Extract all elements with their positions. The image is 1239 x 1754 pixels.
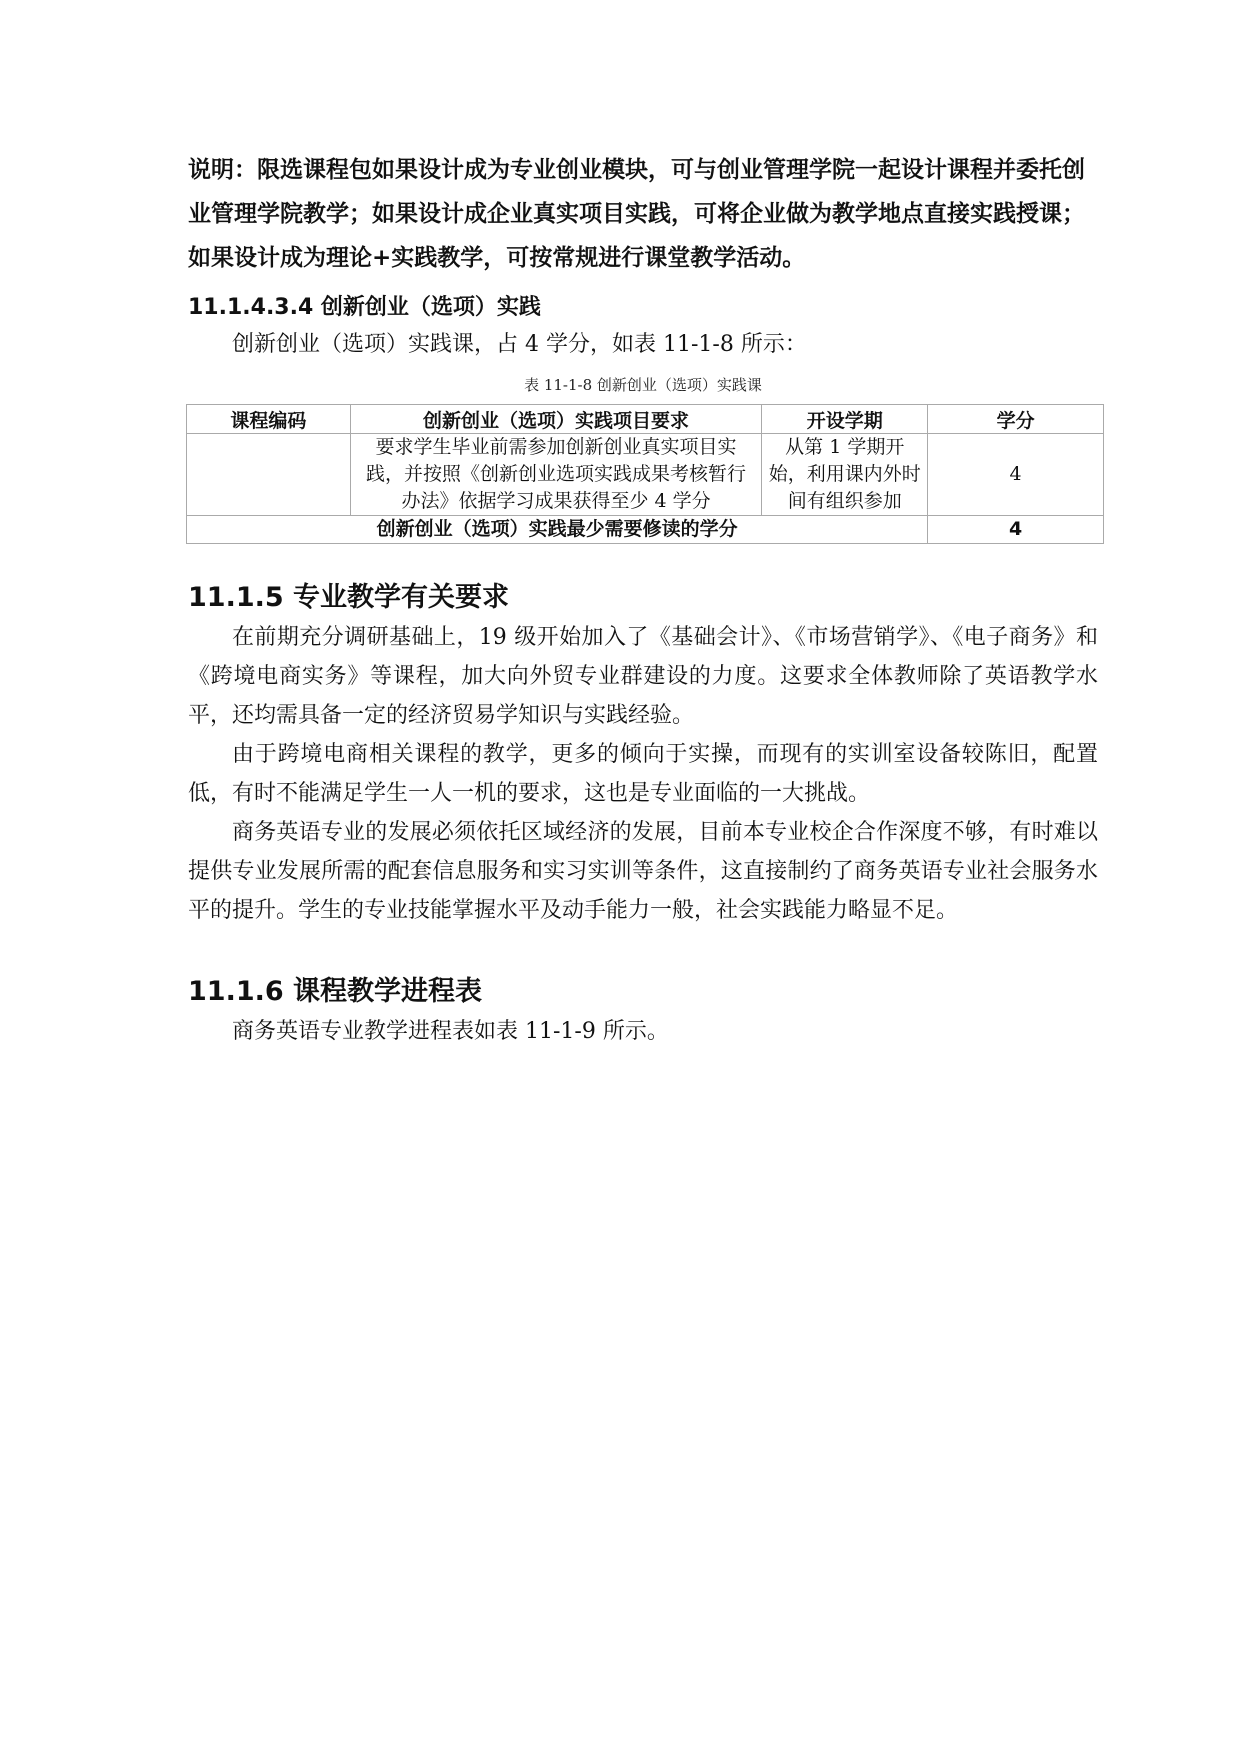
table-header-row	[187, 405, 1104, 434]
summary-label: 创新创业（选项）实践最少需要修读的学分	[187, 516, 928, 544]
header-credit: 学分	[928, 405, 1104, 434]
header-requirement: 创新创业（选项）实践项目要求	[350, 405, 762, 434]
header-course-code: 课程编码	[187, 405, 351, 434]
section-heading-11-1-4-3-4: 11.1.4.3.4 创新创业（选项）实践	[188, 295, 541, 320]
cell-credit: 4	[928, 434, 1104, 516]
cell-requirement: 要求学生毕业前需参加创新创业真实项目实践，并按照《创新创业选项实践成果考核暂行办法》依据学习成果获得至少 4 学分	[350, 434, 762, 516]
cell-semester: 从第 1 学期开始，利用课内外时间有组织参加	[762, 434, 928, 516]
cell-course-code	[187, 434, 351, 516]
section-intro-11-1-6: 商务英语专业教学进程表如表 11-1-9 所示。	[232, 1019, 669, 1044]
practice-course-table	[186, 404, 1104, 544]
summary-credit: 4	[928, 516, 1104, 544]
section-intro-11-1-4-3-4: 创新创业（选项）实践课，占 4 学分，如表 11-1-8 所示：	[232, 332, 807, 357]
paragraph-3: 商务英语专业的发展必须依托区域经济的发展，目前本专业校企合作深度不够，有时难以提供专业发展所需的配套信息服务和实习实训等条件，这直接制约了商务英语专业社会服务水平的提升。学生的专业技能掌握水平及动手能力一般，社会实践能力略显不足。	[188, 820, 1098, 923]
header-semester: 开设学期	[762, 405, 928, 434]
section-heading-11-1-5: 11.1.5 专业教学有关要求	[188, 582, 510, 613]
course-package-note: 说明：限选课程包如果设计成为专业创业模块，可与创业管理学院一起设计课程并委托创业管理学院教学；如果设计成企业真实项目实践，可将企业做为教学地点直接实践授课；如果设计成为理论+实践教学，可按常规进行课堂教学活动。	[188, 157, 1085, 271]
paragraph-1: 在前期充分调研基础上，19 级开始加入了《基础会计》、《市场营销学》、《电子商务》和《跨境电商实务》等课程，加大向外贸专业群建设的力度。这要求全体教师除了英语教学水平，还均需具备一定的经济贸易学知识与实践经验。	[188, 625, 1098, 728]
section-heading-11-1-6: 11.1.6 课程教学进程表	[188, 976, 483, 1007]
page-content	[188, 148, 1098, 1051]
paragraph-2: 由于跨境电商相关课程的教学，更多的倾向于实操，而现有的实训室设备较陈旧，配置低，有时不能满足学生一人一机的要求，这也是专业面临的一大挑战。	[188, 742, 1098, 806]
table-caption: 表 11-1-8 创新创业（选项）实践课	[524, 376, 762, 394]
table-summary-row	[187, 516, 1104, 544]
table-row	[187, 434, 1104, 516]
